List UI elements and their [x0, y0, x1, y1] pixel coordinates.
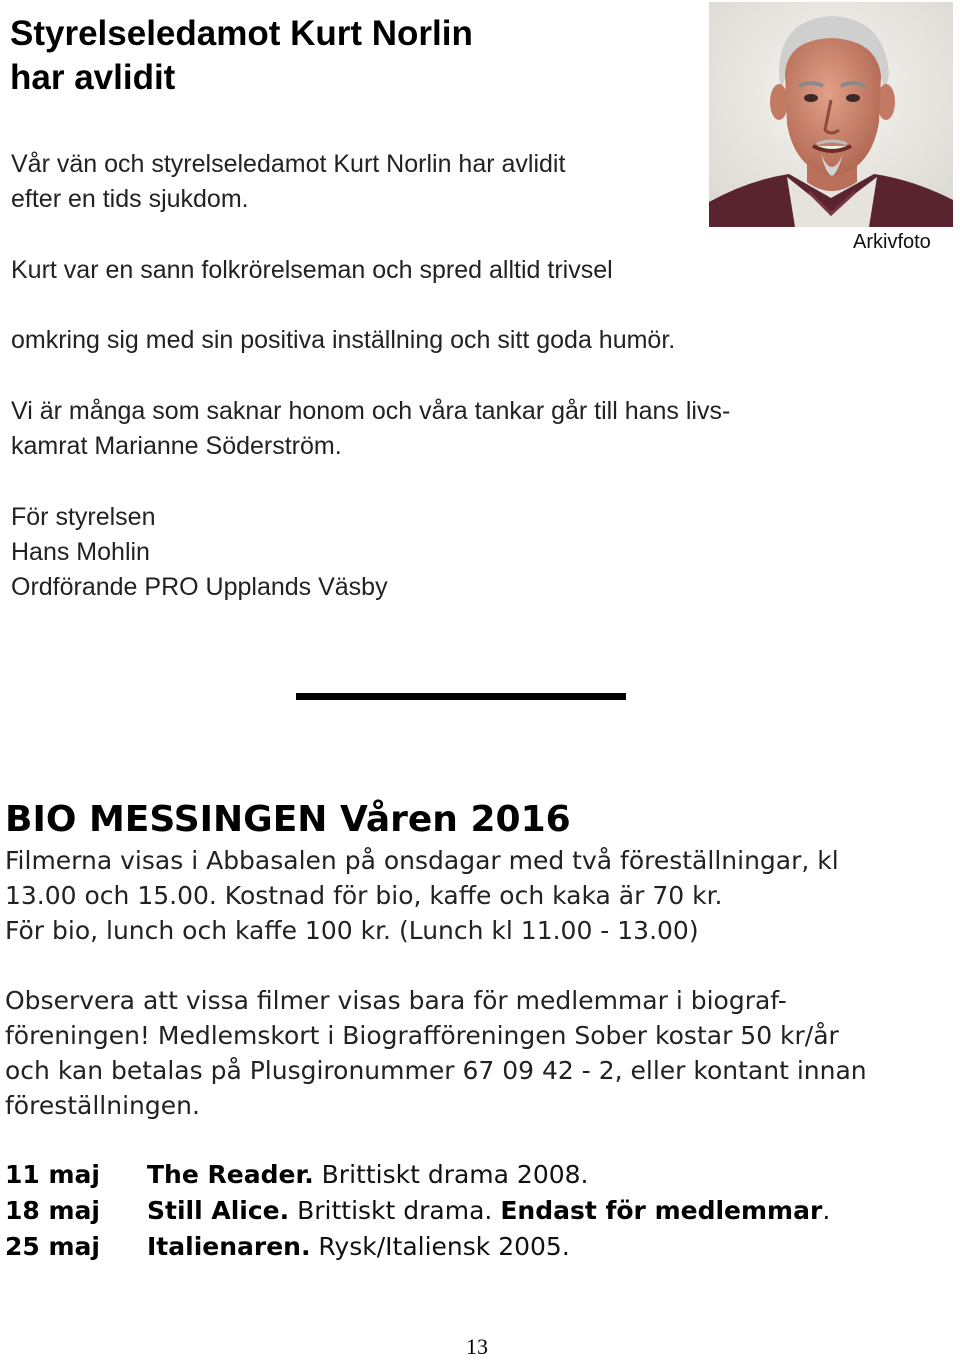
screening-info	[147, 1229, 570, 1265]
bio-section-title: BIO MESSINGEN Våren 2016	[5, 799, 571, 840]
film-title: Italienaren.	[147, 1232, 311, 1261]
film-description: Brittiskt drama 2008.	[313, 1160, 589, 1189]
film-description: Rysk/Italiensk 2005.	[310, 1232, 570, 1261]
signature-line-1: För styrelsen	[11, 503, 156, 531]
obituary-paragraph-1-line-1: Vår vän och styrelseledamot Kurt Norlin har avlidit	[11, 150, 566, 178]
portrait-photo	[709, 2, 953, 227]
bio-paragraph-1-line-3: För bio, lunch och kaffe 100 kr. (Lunch kl 11.00 - 13.00)	[5, 916, 699, 945]
bio-paragraph-2-line-1: Observera att vissa filmer visas bara för medlemmar i biograf-	[5, 986, 787, 1015]
page-number: 13	[466, 1334, 488, 1359]
screening-date: 25 maj	[5, 1232, 100, 1261]
obituary-paragraph-2-line-2: omkring sig med sin positiva inställning och sitt goda humör.	[11, 326, 676, 354]
film-title: The Reader.	[147, 1160, 314, 1189]
obituary-title-line1: Styrelseledamot Kurt Norlin	[10, 14, 473, 53]
members-only-note: Endast för medlemmar	[500, 1196, 823, 1225]
obituary-paragraph-2-line-1: Kurt var en sann folkrörelseman och spred alltid trivsel	[11, 256, 613, 284]
screening-info	[147, 1157, 588, 1193]
note-period: .	[822, 1196, 831, 1225]
signature-name: Hans Mohlin	[11, 538, 150, 566]
bio-paragraph-1-line-1: Filmerna visas i Abbasalen på onsdagar med två föreställningar, kl	[5, 846, 839, 875]
section-divider	[296, 693, 626, 700]
signature-role: Ordförande PRO Upplands Väsby	[11, 573, 388, 601]
screening-date: 18 maj	[5, 1196, 100, 1225]
bio-paragraph-2-line-2: föreningen! Medlemskort i Biografföreningen Sober kostar 50 kr/år	[5, 1021, 839, 1050]
bio-paragraph-1-line-2: 13.00 och 15.00. Kostnad för bio, kaffe och kaka är 70 kr.	[5, 881, 723, 910]
obituary-paragraph-3-line-1: Vi är många som saknar honom och våra tankar går till hans livs-	[11, 397, 731, 425]
obituary-title-line2: har avlidit	[10, 58, 176, 97]
screening-date: 11 maj	[5, 1160, 100, 1189]
obituary-title	[10, 12, 473, 100]
obituary-paragraph-3-line-2: kamrat Marianne Söderström.	[11, 432, 342, 460]
film-title: Still Alice.	[147, 1196, 290, 1225]
obituary-paragraph-1-line-2: efter en tids sjukdom.	[11, 185, 249, 213]
bio-paragraph-2-line-3: och kan betalas på Plusgironummer 67 09 42 - 2, eller kontant innan	[5, 1056, 867, 1085]
portrait-illustration	[709, 2, 953, 227]
film-description: Brittiskt drama.	[289, 1196, 501, 1225]
photo-caption: Arkivfoto	[853, 231, 931, 253]
screening-info	[147, 1193, 830, 1229]
bio-paragraph-2-line-4: föreställningen.	[5, 1091, 200, 1120]
